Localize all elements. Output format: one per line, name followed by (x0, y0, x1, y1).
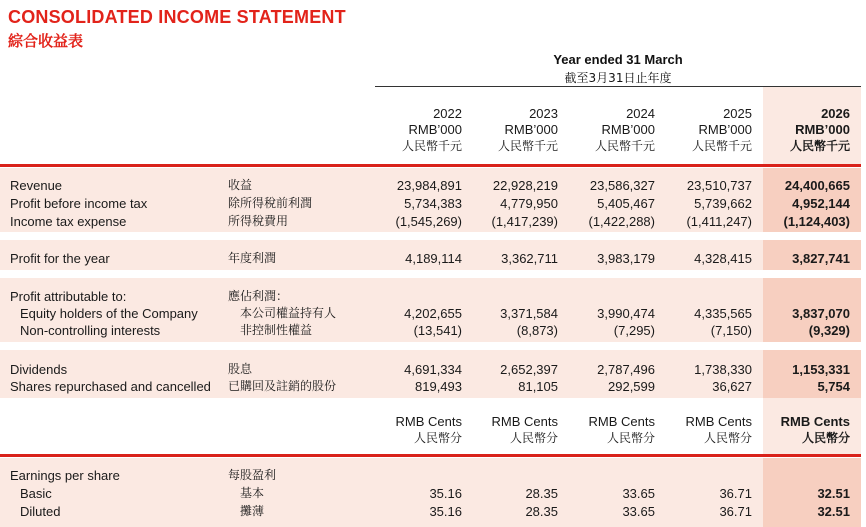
row-label: Diluted (20, 504, 61, 519)
cell-2024: 2,787,496 (597, 362, 655, 377)
eps-unit-header-2022: RMB Cents 人民幣分 (395, 414, 462, 445)
header-rule (0, 164, 861, 167)
cell-2022: 4,202,655 (404, 306, 462, 321)
cell-2022: (13,541) (413, 323, 462, 338)
row-label-chinese: 股息 (228, 362, 253, 376)
column-header-2025: 2025 RMB’000 人民幣千元 (691, 106, 752, 153)
table-row-shares-repurchased (0, 378, 866, 395)
cell-2024: 3,983,179 (597, 251, 655, 266)
cell-2025: 4,335,565 (694, 306, 752, 321)
table-row-equity-holders (0, 305, 866, 322)
cell-2022: (1,545,269) (395, 214, 462, 229)
cell-2025: 5,739,662 (694, 196, 752, 211)
cell-2023: 2,652,397 (500, 362, 558, 377)
cell-2024: 33.65 (622, 486, 655, 501)
cell-2024: 5,405,467 (597, 196, 655, 211)
table-row-revenue (0, 177, 866, 194)
cell-2023: (8,873) (516, 323, 558, 338)
cell-2022: 5,734,383 (404, 196, 462, 211)
cell-2023: 4,779,950 (500, 196, 558, 211)
cell-2026: 4,952,144 (792, 196, 850, 211)
cell-2026: 3,827,741 (792, 251, 850, 266)
cell-2022: 4,691,334 (404, 362, 462, 377)
eps-unit-header-2026: RMB Cents 人民幣分 (780, 414, 850, 445)
cell-2024: 33.65 (622, 504, 655, 519)
cell-2025: 36.71 (719, 486, 752, 501)
row-label-chinese: 已購回及註銷的股份 (228, 379, 337, 393)
table-row-profit-attributable (0, 288, 866, 305)
eps-unit-header-2023: RMB Cents 人民幣分 (491, 414, 558, 445)
cell-2024: 23,586,327 (589, 178, 655, 193)
cell-2026: (1,124,403) (783, 214, 850, 229)
row-label: Revenue (10, 178, 63, 193)
cell-2025: (7,150) (710, 323, 752, 338)
cell-2023: 3,371,584 (500, 306, 558, 321)
table-row-profit-before-tax (0, 195, 866, 212)
cell-2026: 32.51 (817, 486, 850, 501)
cell-2025: 36.71 (719, 504, 752, 519)
column-header-2024: 2024 RMB’000 人民幣千元 (594, 106, 655, 153)
row-label: Income tax expense (10, 214, 127, 229)
table-row-earnings-per-share (0, 467, 866, 484)
table-row-eps-basic (0, 485, 866, 502)
cell-2025: (1,411,247) (686, 214, 752, 229)
statement-title: CONSOLIDATED INCOME STATEMENT (8, 7, 346, 27)
row-label-chinese: 除所得稅前利潤 (228, 196, 313, 210)
cell-2022: 35.16 (429, 504, 462, 519)
table-row-income-tax (0, 213, 866, 230)
column-header-2026: 2026 RMB’000 人民幣千元 (789, 106, 850, 153)
cell-2023: 3,362,711 (501, 251, 558, 266)
cell-2024: (7,295) (613, 323, 655, 338)
eps-unit-header-2025: RMB Cents 人民幣分 (685, 414, 752, 445)
row-label-chinese: 收益 (228, 178, 253, 192)
eps-unit-header-2024: RMB Cents 人民幣分 (588, 414, 655, 445)
table-row-eps-diluted (0, 503, 866, 520)
cell-2026: 32.51 (817, 504, 850, 519)
cell-2026: 24,400,665 (784, 178, 850, 193)
row-label-chinese: 年度利潤 (228, 251, 277, 265)
cell-2023: (1,417,239) (491, 214, 558, 229)
row-label-chinese: 攤薄 (240, 504, 265, 518)
row-label-chinese: 本公司權益持有人 (240, 306, 337, 320)
cell-2025: 23,510,737 (686, 178, 752, 193)
row-label-chinese: 每股盈利 (228, 468, 277, 482)
table-row-non-controlling (0, 322, 866, 339)
row-label: Profit for the year (10, 251, 110, 266)
cell-2022: 819,493 (415, 379, 462, 394)
cell-2023: 28.35 (525, 504, 558, 519)
table-row-dividends (0, 361, 866, 378)
cell-2023: 22,928,219 (492, 178, 558, 193)
cell-2024: (1,422,288) (588, 214, 655, 229)
row-label: Dividends (10, 362, 68, 377)
cell-2022: 35.16 (429, 486, 462, 501)
cell-2025: 4,328,415 (694, 251, 752, 266)
row-label-chinese: 應佔利潤： (228, 289, 289, 303)
row-label: Shares repurchased and cancelled (10, 379, 211, 394)
cell-2026: 1,153,331 (792, 362, 850, 377)
eps-header-rule (0, 454, 861, 457)
row-label: Non-controlling interests (20, 323, 161, 338)
cell-2026: (9,329) (808, 323, 850, 338)
row-label: Basic (20, 486, 52, 501)
cell-2024: 292,599 (608, 379, 655, 394)
cell-2024: 3,990,474 (597, 306, 655, 321)
cell-2025: 1,738,330 (694, 362, 752, 377)
cell-2023: 81,105 (518, 379, 558, 394)
period-heading-chinese: 截至3月31日止年度 (564, 71, 672, 85)
row-label: Equity holders of the Company (20, 306, 198, 321)
column-header-2022: 2022 RMB’000 人民幣千元 (401, 106, 462, 153)
cell-2026: 3,837,070 (792, 306, 850, 321)
cell-2026: 5,754 (817, 379, 850, 394)
row-label-chinese: 所得稅費用 (228, 214, 289, 228)
cell-2023: 28.35 (525, 486, 558, 501)
cell-2025: 36,627 (712, 379, 752, 394)
cell-2022: 4,189,114 (405, 251, 462, 266)
row-label-chinese: 非控制性權益 (240, 323, 313, 337)
row-label: Profit attributable to: (10, 289, 127, 304)
row-label-chinese: 基本 (240, 486, 265, 500)
period-heading: Year ended 31 March (553, 52, 683, 67)
row-label: Profit before income tax (10, 196, 148, 211)
cell-2022: 23,984,891 (396, 178, 462, 193)
table-row-profit-for-year (0, 250, 866, 267)
column-header-2023: 2023 RMB’000 人民幣千元 (497, 106, 558, 153)
statement-title-chinese: 綜合收益表 (8, 32, 84, 50)
row-label: Earnings per share (10, 468, 120, 483)
